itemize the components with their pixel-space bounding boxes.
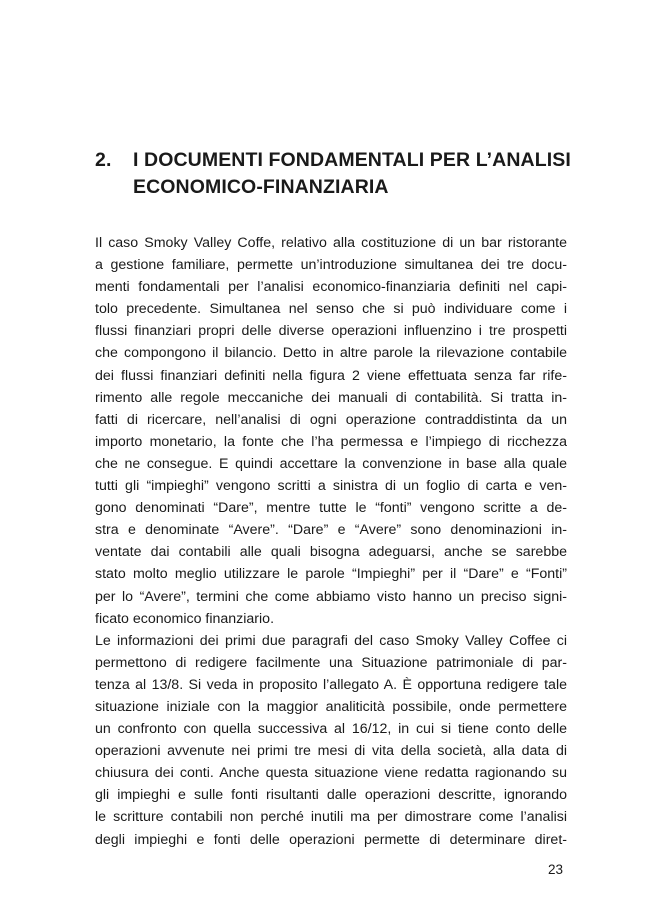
body-line: dei flussi finanziari definiti nella figura 2 viene effettuata senza far rife- — [95, 367, 567, 384]
body-line: stra e denominate “Avere”. “Dare” e “Avere” sono denominazioni in- — [95, 522, 567, 539]
body-line: un confronto con quella successiva al 16/12, in cui si tiene conto delle — [95, 721, 567, 738]
body-line: Il caso Smoky Valley Coffe, relativo alla costituzione di un bar ristorante — [95, 235, 567, 251]
body-line: ventate dai contabili alle quali bisogna adeguarsi, anche se sarebbe — [95, 544, 567, 561]
body-line: tenza al 13/8. Si veda in proposito l’allegato A. È opportuna redigere tale — [95, 676, 567, 693]
body-line: che ne consegue. E quindi accettare la convenzione in base alla quale — [95, 455, 567, 472]
body-line: gono denominati “Dare”, mentre tutte le “fonti” vengono scritte a de- — [95, 500, 567, 517]
body-line: gli impieghi e sulle fonti risultanti dalle operazioni descritte, ignorando — [95, 787, 567, 804]
page-number: 23 — [548, 862, 564, 877]
body-text — [95, 232, 567, 851]
body-line: flussi finanziari propri delle diverse operazioni influenzino i tre prospetti — [95, 323, 567, 340]
body-line: stato molto meglio utilizzare le parole “Impieghi” per il “Dare” e “Fonti” — [95, 566, 567, 583]
body-line: le scritture contabili non perché inutili ma per dimostrare come l’analisi — [95, 809, 567, 826]
body-line: per lo “Avere”, termini che come abbiamo visto hanno un preciso signi- — [95, 588, 567, 605]
body-line: ficato economico finanziario. — [95, 610, 275, 627]
chapter-title-line-1: I DOCUMENTI FONDAMENTALI PER L’ANALISI — [133, 149, 571, 171]
chapter-title-line-2: ECONOMICO-FINANZIARIA — [133, 176, 389, 198]
body-line: menti fondamentali per l’analisi economico-finanziaria definiti nel capi- — [95, 279, 567, 296]
body-line: permettono di redigere facilmente una Situazione patrimoniale di par- — [95, 654, 567, 671]
body-line: fatti di ricercare, nell’analisi di ogni operazione contraddistinta da un — [95, 411, 567, 428]
body-line: a gestione familiare, permette un’introduzione simultanea dei tre docu- — [95, 257, 567, 274]
body-line: tolo precedente. Simultanea nel senso che si può individuare come i — [95, 301, 567, 318]
chapter-heading — [95, 147, 575, 201]
body-line: tutti gli “impieghi” vengono scritti a sinistra di un foglio di carta e ven- — [95, 478, 567, 495]
body-line: chiusura dei conti. Anche questa situazione viene redatta ragionando su — [95, 765, 567, 782]
body-line: degli impieghi e fonti delle operazioni permette di determinare diret- — [95, 831, 567, 848]
body-line: Le informazioni dei primi due paragrafi del caso Smoky Valley Coffee ci — [95, 632, 567, 649]
body-line: rimento alle regole meccaniche dei manuali di contabilità. Si tratta in- — [95, 389, 567, 406]
chapter-number: 2. — [95, 149, 112, 171]
body-line: importo monetario, la fonte che l’ha permessa e l’impiego di ricchezza — [95, 433, 567, 450]
body-line: che compongono il bilancio. Detto in altre parole la rilevazione contabile — [95, 345, 567, 362]
body-line: situazione iniziale con la maggior analiticità possibile, onde permettere — [95, 698, 567, 715]
body-line: operazioni avvenute nei primi tre mesi di vita della società, alla data di — [95, 743, 567, 760]
